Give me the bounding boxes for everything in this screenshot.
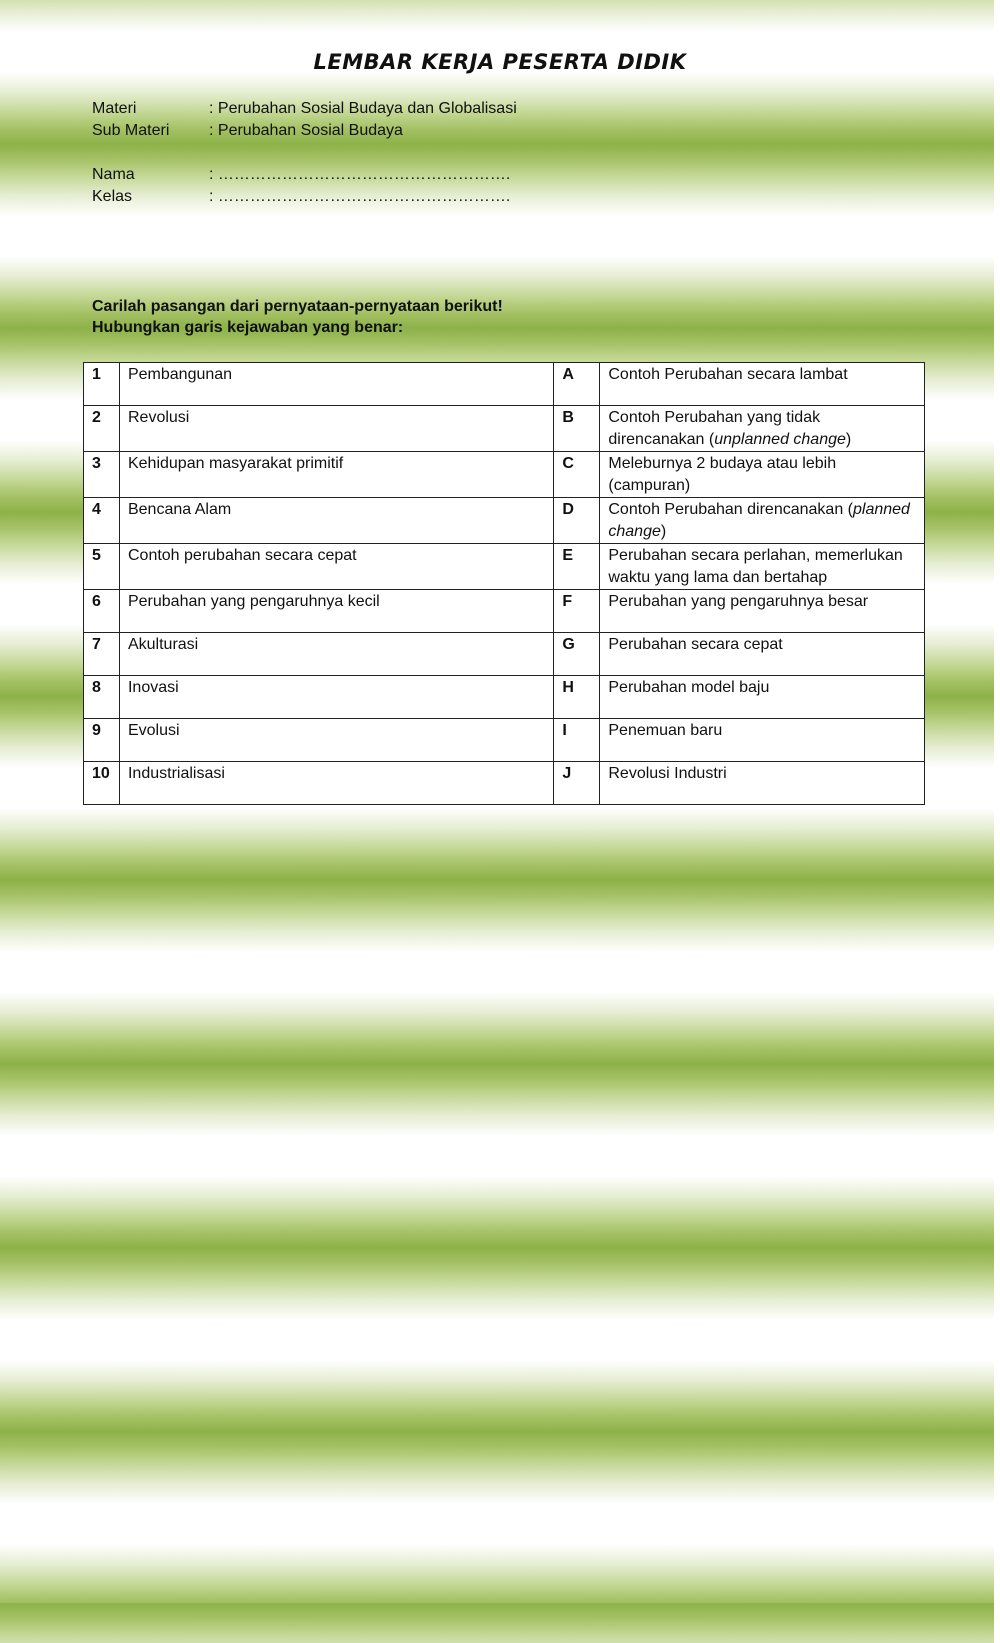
table-row — [84, 544, 925, 590]
materi-label: Materi — [92, 100, 137, 117]
materi-row — [92, 99, 517, 119]
kelas-row — [92, 187, 510, 207]
materi-value: : Perubahan Sosial Budaya dan Globalisasi — [209, 100, 517, 117]
answer-letter: D — [554, 498, 600, 544]
statement-cell: Pembangunan — [119, 363, 553, 406]
sub-materi-row — [92, 121, 403, 141]
answer-letter: H — [554, 676, 600, 719]
statement-cell: Contoh perubahan secara cepat — [119, 544, 553, 590]
answer-cell: Perubahan secara perlahan, memerlukan waktu yang lama dan bertahap — [600, 544, 925, 590]
statement-cell: Industrialisasi — [119, 762, 553, 805]
answer-letter: A — [554, 363, 600, 406]
nama-label: Nama — [92, 166, 135, 183]
row-number: 3 — [84, 452, 120, 498]
table-row — [84, 452, 925, 498]
answer-letter: C — [554, 452, 600, 498]
answer-letter: I — [554, 719, 600, 762]
answer-letter: F — [554, 590, 600, 633]
answer-letter: G — [554, 633, 600, 676]
kelas-field[interactable]: : ………………………………………………. — [209, 188, 511, 205]
answer-cell: Perubahan model baju — [600, 676, 925, 719]
answer-text: Contoh Perubahan direncanakan ( — [608, 501, 853, 518]
nama-row — [92, 165, 510, 185]
table-row — [84, 363, 925, 406]
statement-cell: Bencana Alam — [119, 498, 553, 544]
row-number: 9 — [84, 719, 120, 762]
row-number: 6 — [84, 590, 120, 633]
answer-letter: E — [554, 544, 600, 590]
matching-table — [83, 362, 925, 805]
kelas-label: Kelas — [92, 188, 133, 205]
answer-cell: Contoh Perubahan secara lambat — [600, 363, 925, 406]
row-number: 10 — [84, 762, 120, 805]
table-row — [84, 676, 925, 719]
answer-cell: Meleburnya 2 budaya atau lebih (campuran) — [600, 452, 925, 498]
row-number: 2 — [84, 406, 120, 452]
answer-text-end: ) — [660, 523, 667, 540]
row-number: 7 — [84, 633, 120, 676]
sub-materi-label: Sub Materi — [92, 122, 170, 139]
statement-cell: Perubahan yang pengaruhnya kecil — [119, 590, 553, 633]
answer-cell: Perubahan secara cepat — [600, 633, 925, 676]
statement-cell: Revolusi — [119, 406, 553, 452]
table-row — [84, 406, 925, 452]
nama-field[interactable]: : ………………………………………………. — [209, 166, 511, 183]
instruction-line-1: Carilah pasangan dari pernyataan-pernyataan berikut! — [92, 298, 503, 315]
answer-cell: Penemuan baru — [600, 719, 925, 762]
statement-cell: Inovasi — [119, 676, 553, 719]
row-number: 1 — [84, 363, 120, 406]
answer-text-end: ) — [845, 431, 852, 448]
answer-cell — [600, 406, 925, 452]
answer-letter: B — [554, 406, 600, 452]
table-row — [84, 498, 925, 544]
answer-cell — [600, 498, 925, 544]
table-row — [84, 762, 925, 805]
table-row — [84, 719, 925, 762]
statement-cell: Evolusi — [119, 719, 553, 762]
answer-italic-term: unplanned change — [714, 431, 846, 448]
table-row — [84, 590, 925, 633]
answer-cell: Perubahan yang pengaruhnya besar — [600, 590, 925, 633]
answer-letter: J — [554, 762, 600, 805]
answer-italic-term: planned change — [608, 501, 910, 540]
statement-cell: Kehidupan masyarakat primitif — [119, 452, 553, 498]
row-number: 4 — [84, 498, 120, 544]
instruction-line-2: Hubungkan garis kejawaban yang benar: — [92, 319, 404, 336]
page-title: LEMBAR KERJA PESERTA DIDIK — [313, 50, 687, 74]
statement-cell: Akulturasi — [119, 633, 553, 676]
row-number: 8 — [84, 676, 120, 719]
answer-text: Contoh Perubahan yang tidak direncanakan ( — [608, 409, 821, 448]
table-row — [84, 633, 925, 676]
answer-cell: Revolusi Industri — [600, 762, 925, 805]
sub-materi-value: : Perubahan Sosial Budaya — [209, 122, 403, 139]
row-number: 5 — [84, 544, 120, 590]
